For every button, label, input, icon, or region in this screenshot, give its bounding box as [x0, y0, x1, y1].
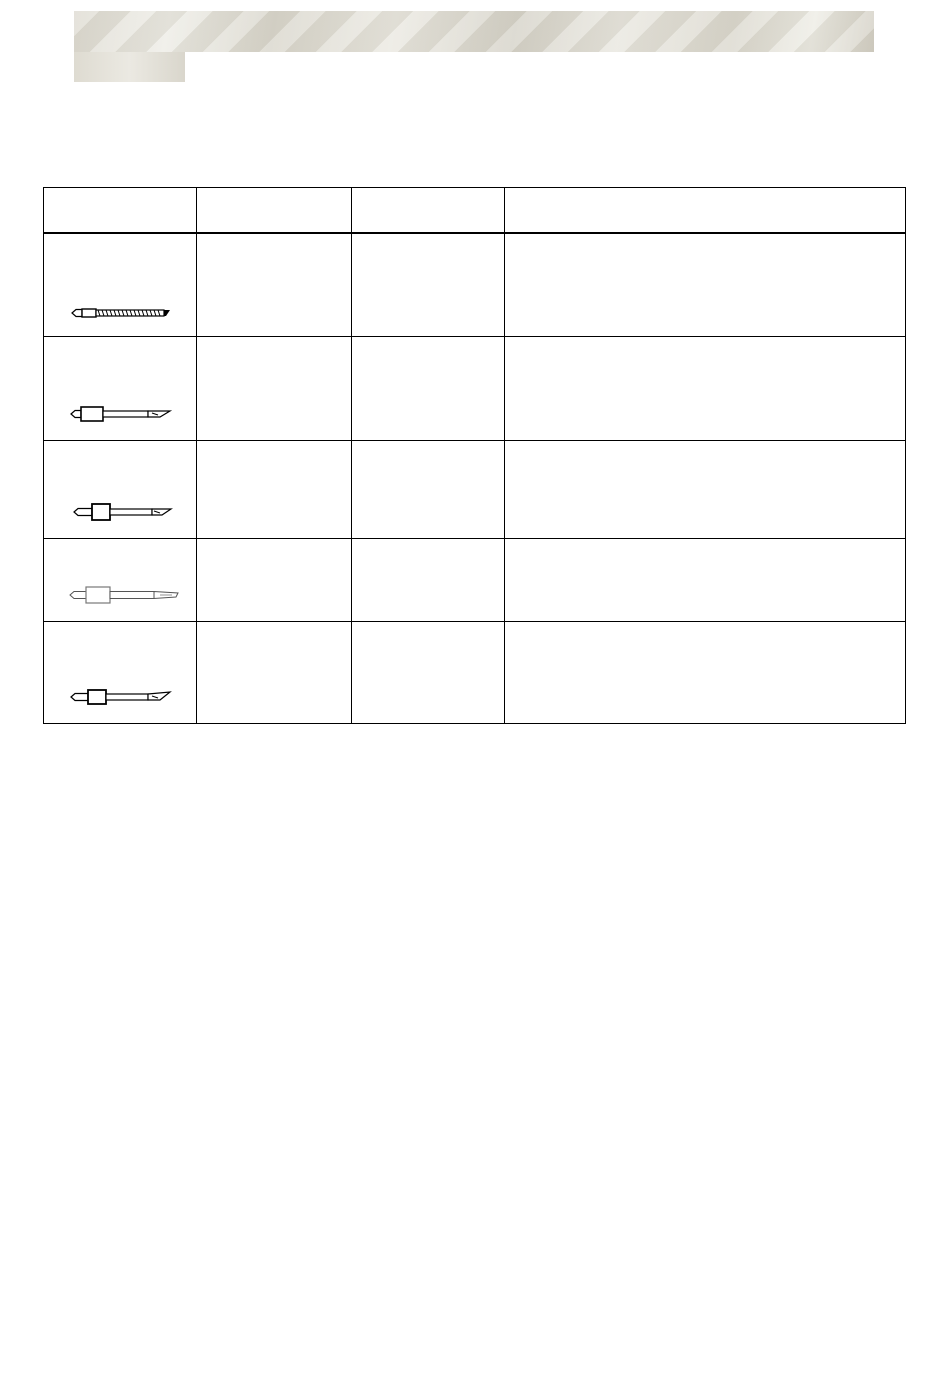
blade-image-cell — [44, 337, 197, 441]
table-cell — [352, 337, 505, 441]
table-cell — [197, 539, 352, 622]
table-cell — [352, 539, 505, 622]
blade-image-cell — [44, 233, 197, 337]
table-cell — [505, 441, 906, 539]
blade-image-cell — [44, 441, 197, 539]
blade-image-cell — [44, 539, 197, 622]
table-cell — [197, 233, 352, 337]
table-header-row — [44, 188, 906, 234]
standard-blade-icon — [68, 502, 173, 522]
table-row — [44, 441, 906, 539]
light-blade-icon — [68, 585, 180, 605]
header-cell — [352, 188, 505, 234]
table-row — [44, 337, 906, 441]
table-cell — [352, 441, 505, 539]
table-cell — [505, 622, 906, 724]
table-cell — [505, 539, 906, 622]
spiral-blade-icon — [68, 306, 173, 320]
table-cell — [505, 337, 906, 441]
header-cell — [197, 188, 352, 234]
table-row — [44, 622, 906, 724]
header-cell — [505, 188, 906, 234]
table-cell — [352, 622, 505, 724]
table-cell — [197, 622, 352, 724]
header-banner — [74, 11, 874, 52]
table-row — [44, 539, 906, 622]
table-cell — [505, 233, 906, 337]
table-cell — [197, 337, 352, 441]
header-banner-tab — [74, 52, 185, 82]
header-cell — [44, 188, 197, 234]
table-cell — [197, 441, 352, 539]
table-row — [44, 233, 906, 337]
angled-blade-icon — [68, 687, 173, 707]
blade-table — [43, 187, 906, 724]
long-blade-icon — [68, 404, 173, 424]
table-cell — [352, 233, 505, 337]
blade-image-cell — [44, 622, 197, 724]
